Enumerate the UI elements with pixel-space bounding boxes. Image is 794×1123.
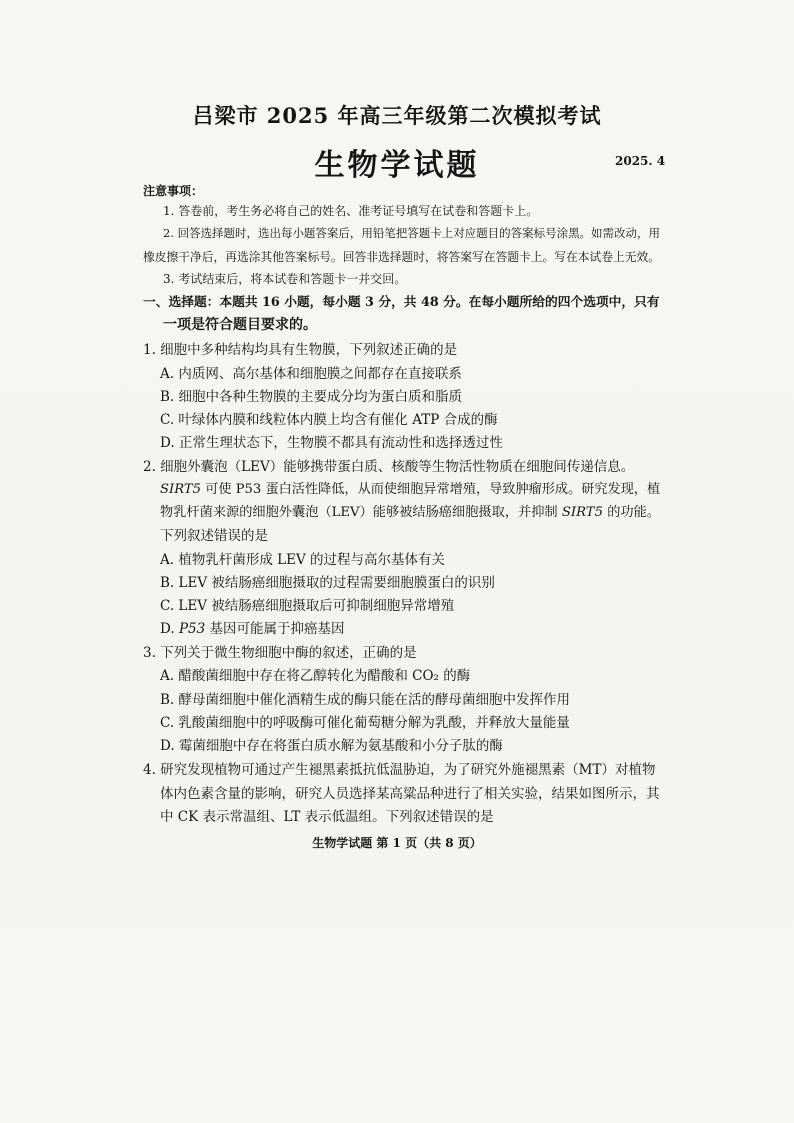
option-d: D. 正常生理状态下，生物膜不都具有流动性和选择透过性 — [160, 435, 503, 451]
stem-text: 物乳杆菌来源的细胞外囊泡（LEV）能够被结肠癌细胞摄取，并抑制 — [160, 505, 562, 520]
option-c: C. LEV 被结肠癌细胞摄取后可抑制细胞异常增殖 — [160, 598, 455, 614]
question-stem-line-2 — [160, 478, 660, 497]
gene-name: P53 — [178, 621, 206, 637]
notice-item-3: 3. 考试结束后，将本试卷和答题卡一并交回。 — [163, 272, 407, 286]
option-c: C. 乳酸菌细胞中的呼吸酶可催化葡萄糖分解为乳酸，并释放大量能量 — [160, 715, 570, 731]
notice-heading: 注意事项： — [143, 184, 204, 198]
option-d: D. 霉菌细胞中存在将蛋白质水解为氨基酸和小分子肽的酶 — [160, 738, 503, 754]
option-a: A. 植物乳杆菌形成 LEV 的过程与高尔基体有关 — [160, 552, 445, 568]
subject-title: 生物学试题 — [314, 148, 480, 183]
notice-item-2-line-1: 2. 回答选择题时，选出每小题答案后，用铅笔把答题卡上对应题目的答案标号涂黑。如需改动，用 — [163, 226, 660, 240]
question-stem-line-1: 4. 研究发现植物可通过产生褪黑素抵抗低温胁迫，为了研究外施褪黑素（MT）对植物 — [143, 762, 656, 778]
stem-text: 的功能。 — [603, 505, 661, 520]
option-text: 基因可能属于抑癌基因 — [205, 621, 345, 637]
section-heading-line-2: 一项是符合题目要求的。 — [163, 317, 317, 333]
notice-item-1: 1. 答卷前，考生务必将自己的姓名、准考证号填写在试卷和答题卡上。 — [163, 204, 539, 218]
question-stem-line-3 — [160, 501, 660, 520]
question-stem: 1. 细胞中多种结构均具有生物膜，下列叙述正确的是 — [143, 342, 458, 358]
option-b: B. 细胞中各种生物膜的主要成分均为蛋白质和脂质 — [160, 389, 463, 405]
question-stem-line-3: 中 CK 表示常温组、LT 表示低温组。下列叙述错误的是 — [160, 809, 494, 825]
option-b: B. 酵母菌细胞中催化酒精生成的酶只能在活的酵母菌细胞中发挥作用 — [160, 692, 571, 708]
option-a: A. 内质网、高尔基体和细胞膜之间都存在直接联系 — [160, 366, 462, 382]
gene-name: SIRT5 — [160, 482, 202, 497]
question-stem-line-1: 2. 细胞外囊泡（LEV）能够携带蛋白质、核酸等生物活性物质在细胞间传递信息。 — [143, 459, 635, 475]
option-d — [160, 617, 345, 637]
exam-date: 2025. 4 — [615, 154, 666, 168]
question-stem-line-2: 体内色素含量的影响，研究人员选择某高粱品种进行了相关实验，结果如图所示，其 — [160, 786, 660, 802]
notice-item-2-line-2: 橡皮擦干净后，再选涂其他答案标号。回答非选择题时，将答案写在答题卡上。写在本试卷上无效。 — [143, 250, 660, 264]
section-heading-line-1: 一、选择题：本题共 16 小题，每小题 3 分，共 48 分。在每小题所给的四个选项中，只有 — [143, 295, 660, 310]
option-c: C. 叶绿体内膜和线粒体内膜上均含有催化 ATP 合成的酶 — [160, 412, 498, 428]
question-stem-line-4: 下列叙述错误的是 — [160, 528, 268, 544]
question-stem: 3. 下列关于微生物细胞中酶的叙述，正确的是 — [143, 645, 417, 661]
stem-text: 可使 P53 蛋白活性降低，从而使细胞异常增殖，导致肿瘤形成。研究发现，植 — [201, 482, 661, 497]
option-letter: D. — [160, 621, 179, 637]
exam-title: 吕梁市 2025 年高三年级第二次模拟考试 — [192, 103, 602, 128]
gene-name: SIRT5 — [561, 505, 604, 520]
option-a: A. 醋酸菌细胞中存在将乙醇转化为醋酸和 CO₂ 的酶 — [160, 668, 471, 684]
page-footer: 生物学试题 第 1 页（共 8 页） — [312, 836, 482, 850]
option-b: B. LEV 被结肠癌细胞摄取的过程需要细胞膜蛋白的识别 — [160, 575, 495, 591]
